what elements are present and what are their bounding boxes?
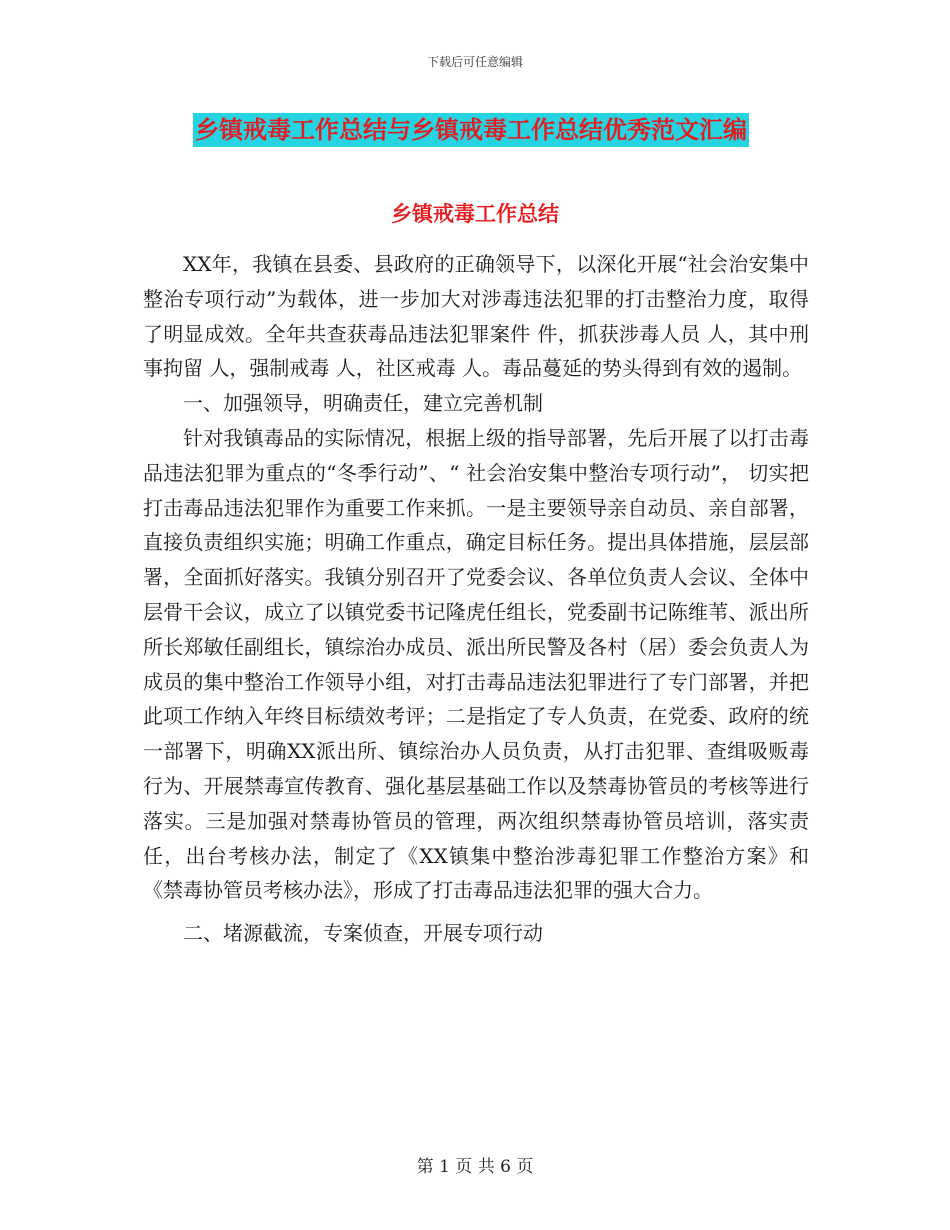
heading-one: 一、加强领导，明确责任，建立完善机制 (183, 391, 543, 416)
paragraph-intro: XX年，我镇在县委、县政府的正确领导下，以深化开展“社会治安集中整治专项行动”为载体，进一步加大对涉毒违法犯罪的打击整治力度，取得了明显成效。全年共查获毒品违法犯罪案件 件，抓获涉毒人员 人，其中刑事拘留 人，强制戒毒 人，社区戒毒 人。毒品蔓延的势头得到有效的遏制。 (143, 252, 809, 381)
paragraph-one: 针对我镇毒品的实际情况，根据上级的指导部署，先后开展了以打击毒品违法犯罪为重点的“冬季行动”、“ 社会治安集中整治专项行动”， 切实把打击毒品违法犯罪作为重要工作来抓。一是主要领导亲自动员、亲自部署，直接负责组织实施；明确工作重点，确定目标任务。提出具体措施，层层部署，全面抓好落实。我镇分别召开了党委会议、各单位负责人会议、全体中层骨干会议，成立了以镇党委书记隆虎任组长，党委副书记陈维苇、派出所所长郑敏任副组长，镇综治办成员、派出所民警及各村（居）委会负责人为成员的集中整治工作领导小组，对打击毒品违法犯罪进行了专门部署，并把此项工作纳入年终目标绩效考评；二是指定了专人负责，在党委、政府的统一部署下，明确XX派出所、镇综治办人员负责，从打击犯罪、查缉吸贩毒行为、开展禁毒宣传教育、强化基层基础工作以及禁毒协管员的考核等进行落实。三是加强对禁毒协管员的管理，两次组织禁毒协管员培训，落实责任，出台考核办法，制定了《XX镇集中整治涉毒犯罪工作整治方案》和《禁毒协管员考核办法》，形成了打击毒品违法犯罪的强大合力。 (143, 425, 809, 903)
page-footer: 第 1 页 共 6 页 (416, 1157, 534, 1177)
header-note: 下载后可任意编辑 (426, 55, 523, 69)
document-body (143, 247, 809, 951)
document-title: 乡镇戒毒工作总结与乡镇戒毒工作总结优秀范文汇编 (193, 113, 749, 147)
heading-two: 二、堵源截流，专案侦查，开展专项行动 (183, 921, 543, 946)
section-title: 乡镇戒毒工作总结 (391, 202, 559, 226)
